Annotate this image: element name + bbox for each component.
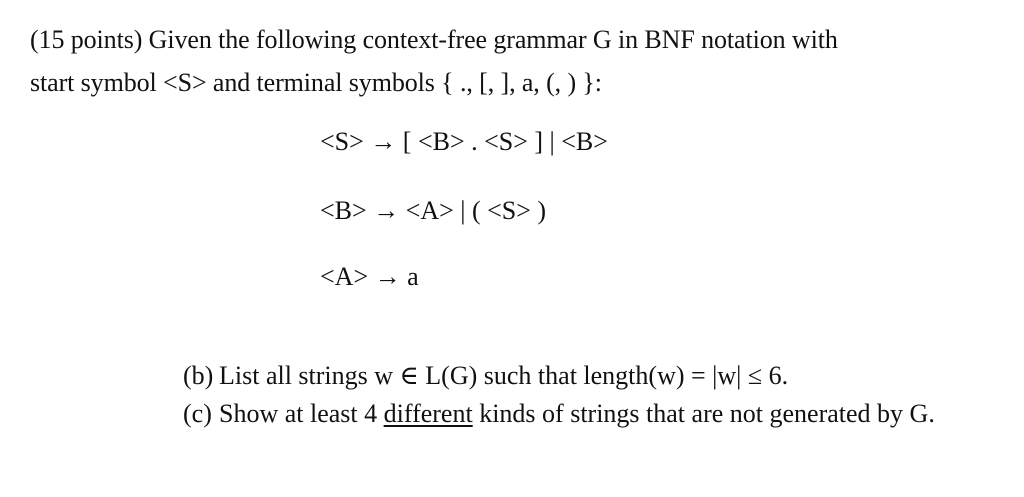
grammar-rule-b: <B> → <A> | ( <S> ): [320, 196, 547, 225]
grammar-rule-a: <A> → a: [320, 262, 419, 291]
part-b-label: (b): [183, 361, 214, 390]
question-parts: [183, 357, 1003, 433]
intro-line-2: start symbol <S> and terminal symbols { ., [, ], a, (, ) }:: [30, 68, 602, 97]
part-c-underlined-word: different: [383, 399, 473, 428]
part-c-text-after: kinds of strings that are not generated by G.: [472, 399, 935, 428]
part-c: [183, 395, 1003, 433]
grammar-rule-s: <S> → [ <B> . <S> ] | <B>: [320, 127, 608, 156]
part-c-text-before: Show at least 4: [219, 399, 384, 428]
intro-line-1: (15 points) Given the following context-free grammar G in BNF notation with: [30, 25, 838, 54]
part-b: [183, 357, 1003, 395]
question-intro: [30, 18, 970, 104]
part-c-text: [219, 395, 935, 433]
part-b-text: List all strings w ∈ L(G) such that length(w) = |w| ≤ 6.: [219, 361, 789, 390]
part-c-label: (c): [183, 399, 212, 428]
